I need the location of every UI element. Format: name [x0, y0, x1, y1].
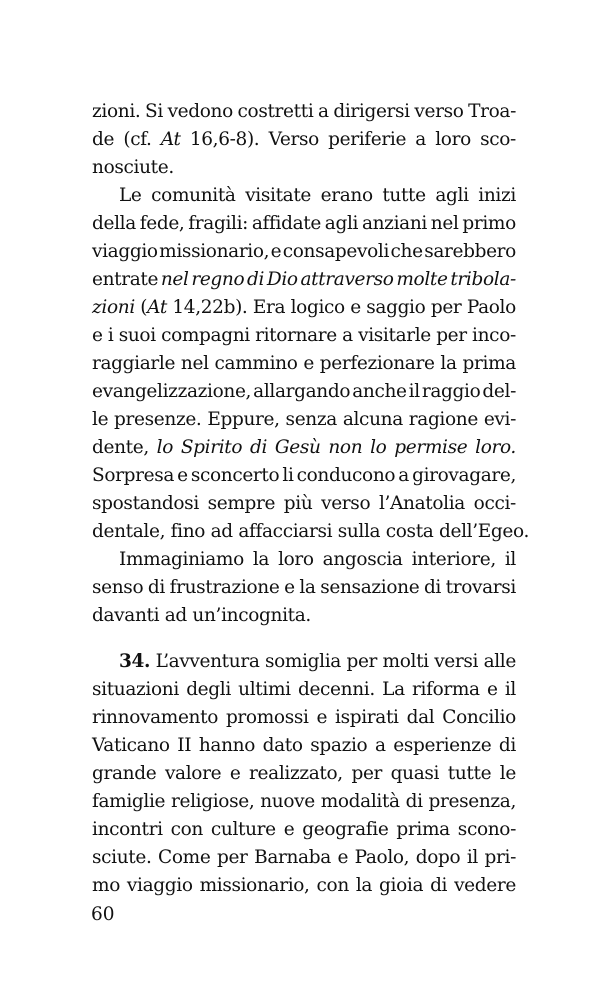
word: agli [324, 213, 359, 234]
word: di [498, 735, 516, 756]
word: La [382, 679, 405, 700]
word: Vaticano [92, 735, 170, 756]
word: con [316, 875, 349, 896]
text-line [92, 490, 516, 518]
word: entrate [92, 269, 159, 290]
word: Era [252, 297, 286, 318]
word: II [177, 735, 192, 756]
word: le [499, 763, 516, 784]
word: ritornare [255, 325, 337, 346]
word: e [486, 679, 498, 700]
text-line [92, 406, 516, 434]
paragraph-gap [92, 630, 516, 648]
text-line [92, 98, 516, 126]
word: loro. [475, 437, 516, 458]
word: versi [434, 651, 479, 672]
word: riforma [412, 679, 480, 700]
text-line [92, 788, 516, 816]
word: e [284, 577, 295, 598]
word: interiore, [411, 549, 496, 570]
word: nel [180, 353, 209, 374]
word: 34. [119, 651, 151, 672]
word: il [504, 679, 516, 700]
word: grande [92, 763, 157, 784]
text-line [92, 462, 516, 490]
word: ad [164, 605, 187, 626]
word: e [350, 297, 361, 318]
word: ultimi [238, 679, 291, 700]
word: costa [385, 521, 434, 542]
word: evi- [483, 409, 516, 430]
word: geografie [302, 819, 389, 840]
word: viaggio [126, 875, 193, 896]
word: ispirati [335, 707, 399, 728]
word: Dio [266, 269, 298, 290]
word: realizzato, [249, 763, 343, 784]
word: e [337, 847, 349, 868]
text-line [92, 732, 516, 760]
word: tutte [447, 763, 492, 784]
word: compagni [161, 325, 250, 346]
word: mo [92, 875, 120, 896]
text-line [92, 872, 516, 900]
word: alcuna [342, 409, 403, 430]
word: presenze. [114, 409, 202, 430]
word: e [270, 241, 282, 262]
word: di [423, 577, 441, 598]
word: molti [382, 651, 429, 672]
text-line [92, 704, 516, 732]
word: incontri [92, 819, 163, 840]
word: a [398, 465, 409, 486]
text-line [92, 350, 516, 378]
text-line [92, 294, 516, 322]
word: Paolo [466, 297, 516, 318]
word: ragione [408, 409, 478, 430]
word: loro [278, 549, 314, 570]
word: e [177, 465, 188, 486]
word: il [408, 381, 420, 402]
word: visitarle [358, 325, 431, 346]
word: agli [435, 185, 469, 206]
word: non [328, 437, 363, 458]
word: il [466, 847, 478, 868]
word: modalità [320, 791, 400, 812]
body-text [92, 98, 529, 900]
word: Concilio [442, 707, 516, 728]
word: di [430, 875, 448, 896]
word: i [107, 325, 114, 346]
word: senza [285, 409, 337, 430]
word: un’incognita. [192, 605, 311, 626]
word: fragili: [188, 213, 249, 234]
word: le [92, 409, 109, 430]
word: 16,6-8). [189, 129, 260, 150]
word: per [346, 651, 378, 672]
text-line [92, 760, 516, 788]
word: a [374, 735, 386, 756]
text-line [92, 434, 516, 462]
word: frustrazione [169, 577, 280, 598]
word: più [283, 493, 313, 514]
word: attraverso [300, 269, 394, 290]
word: a [342, 325, 353, 346]
word: Le [119, 185, 142, 206]
word: inco- [472, 325, 516, 346]
word: zioni. [92, 101, 141, 122]
word: presenza, [428, 791, 516, 812]
word: allargando [253, 381, 351, 402]
word: a [318, 101, 329, 122]
word: nuove [260, 791, 315, 812]
word: e [92, 325, 103, 346]
word: saggio [366, 297, 426, 318]
word: permise [394, 437, 468, 458]
word: Barnaba [254, 847, 331, 868]
text-line [92, 322, 516, 350]
word: Si [145, 101, 163, 122]
word: hanno [198, 735, 255, 756]
text-line [92, 182, 516, 210]
word: situazioni [92, 679, 179, 700]
word: dente, [92, 437, 149, 458]
word: pri- [484, 847, 516, 868]
word: della [92, 213, 136, 234]
word: e [303, 353, 314, 374]
word: fino [170, 521, 206, 542]
word: nel [160, 269, 189, 290]
word: fede, [139, 213, 185, 234]
word: che [390, 241, 423, 262]
text-line [92, 378, 516, 406]
word: prima [462, 353, 516, 374]
word: di [247, 269, 265, 290]
word: Verso [268, 129, 319, 150]
word: sensazione [320, 577, 420, 598]
page-number: 60 [91, 904, 115, 925]
word: culture [210, 819, 276, 840]
word: verso [321, 493, 371, 514]
word: decenni. [297, 679, 375, 700]
word: periferie [328, 129, 407, 150]
text-line [92, 844, 516, 872]
word: promossi [225, 707, 309, 728]
word: valore [164, 763, 222, 784]
word: primo [462, 213, 516, 234]
word: la [299, 577, 316, 598]
text-line [92, 602, 516, 630]
word: suoi [118, 325, 156, 346]
word: Sorpresa [92, 465, 175, 486]
text-line [92, 676, 516, 704]
word: nel [430, 213, 459, 234]
word: con [170, 819, 203, 840]
word: occi- [473, 493, 516, 514]
word: dopo [415, 847, 461, 868]
word: sco- [480, 129, 516, 150]
word: a [415, 129, 426, 150]
word: raggiarle [92, 353, 176, 374]
word: esperienze [393, 735, 492, 756]
word: girovagare, [412, 465, 516, 486]
word: tribola- [450, 269, 516, 290]
word: religiose, [171, 791, 255, 812]
word: angoscia [322, 549, 403, 570]
word: famiglie [92, 791, 166, 812]
word: (cf. [123, 129, 152, 150]
word: alle [483, 651, 516, 672]
word: raggio [421, 381, 481, 402]
word: per [351, 763, 383, 784]
word: sulla [337, 521, 381, 542]
word: tutte [382, 185, 426, 206]
word: per [430, 297, 462, 318]
word: sconcerto [190, 465, 280, 486]
word: de [92, 129, 115, 150]
word: Immaginiamo [119, 549, 244, 570]
word: cammino [214, 353, 298, 374]
text-line [92, 648, 516, 676]
word: davanti [92, 605, 160, 626]
word: e [229, 763, 241, 784]
word: anche [352, 381, 407, 402]
word: logico [290, 297, 345, 318]
word: erano [320, 185, 373, 206]
word: Come [158, 847, 211, 868]
word: Gesù [274, 437, 321, 458]
word: dato [262, 735, 303, 756]
word: l’Anatolia [378, 493, 465, 514]
word: la [440, 353, 457, 374]
word: lo [370, 437, 387, 458]
word: per [216, 847, 248, 868]
word: gioia [379, 875, 424, 896]
text-line [92, 574, 516, 602]
word: lo [156, 437, 174, 458]
word: sciute. [92, 847, 152, 868]
word: Spirito [180, 437, 243, 458]
word: affacciarsi [238, 521, 333, 542]
word: e [316, 707, 328, 728]
word: Eppure, [207, 409, 280, 430]
word: quasi [390, 763, 440, 784]
word: rinnovamento [92, 707, 218, 728]
word: dentale, [92, 521, 166, 542]
word: L’avventura [155, 651, 260, 672]
word: perfezionare [319, 353, 435, 374]
word: e [283, 819, 295, 840]
word: zioni [92, 297, 135, 318]
text-line [92, 210, 516, 238]
word: missionario, [199, 875, 310, 896]
word: regno [191, 269, 245, 290]
word: di [405, 791, 423, 812]
word: viaggio [92, 241, 158, 262]
word: loro [435, 129, 471, 150]
word: costretti [237, 101, 314, 122]
text-line [92, 518, 529, 546]
word: senso [92, 577, 144, 598]
word: dirigersi [333, 101, 410, 122]
word: Troa- [468, 101, 516, 122]
word: evangelizzazione, [92, 381, 252, 402]
word: conducono [296, 465, 396, 486]
word: molte [396, 269, 448, 290]
text-line [92, 154, 516, 182]
word: somiglia [264, 651, 341, 672]
text-line [92, 546, 516, 574]
word: sarebbero [424, 241, 516, 262]
word: At [160, 129, 181, 150]
word: li [282, 465, 294, 486]
word: vedere [454, 875, 516, 896]
word: del- [482, 381, 516, 402]
word: missionario, [159, 241, 270, 262]
word: la [355, 875, 373, 896]
word: dal [406, 707, 435, 728]
word: dell’Egeo. [439, 521, 529, 542]
word: degli [186, 679, 231, 700]
text-line [92, 266, 516, 294]
word: inizi [478, 185, 516, 206]
word: Paolo, [354, 847, 410, 868]
word: 14,22b). [172, 297, 248, 318]
text-line [92, 238, 516, 266]
word: sempre [207, 493, 276, 514]
word: per [436, 325, 467, 346]
word: prima [396, 819, 450, 840]
word: di [147, 577, 165, 598]
word: verso [414, 101, 464, 122]
word: vedono [167, 101, 233, 122]
word: (At [140, 297, 167, 318]
word: ad [210, 521, 233, 542]
word: trovarsi [445, 577, 516, 598]
text-line [92, 126, 516, 154]
word: spostandosi [92, 493, 199, 514]
word: visitate [245, 185, 312, 206]
text-line [92, 816, 516, 844]
word: la [252, 549, 270, 570]
word: consapevoli [282, 241, 390, 262]
word: spazio [310, 735, 368, 756]
word: affidate [251, 213, 321, 234]
word: anziani [361, 213, 427, 234]
word: comunità [151, 185, 236, 206]
word: di [249, 437, 268, 458]
word: nosciute. [92, 157, 174, 178]
word: il [504, 549, 516, 570]
word: scono- [457, 819, 516, 840]
